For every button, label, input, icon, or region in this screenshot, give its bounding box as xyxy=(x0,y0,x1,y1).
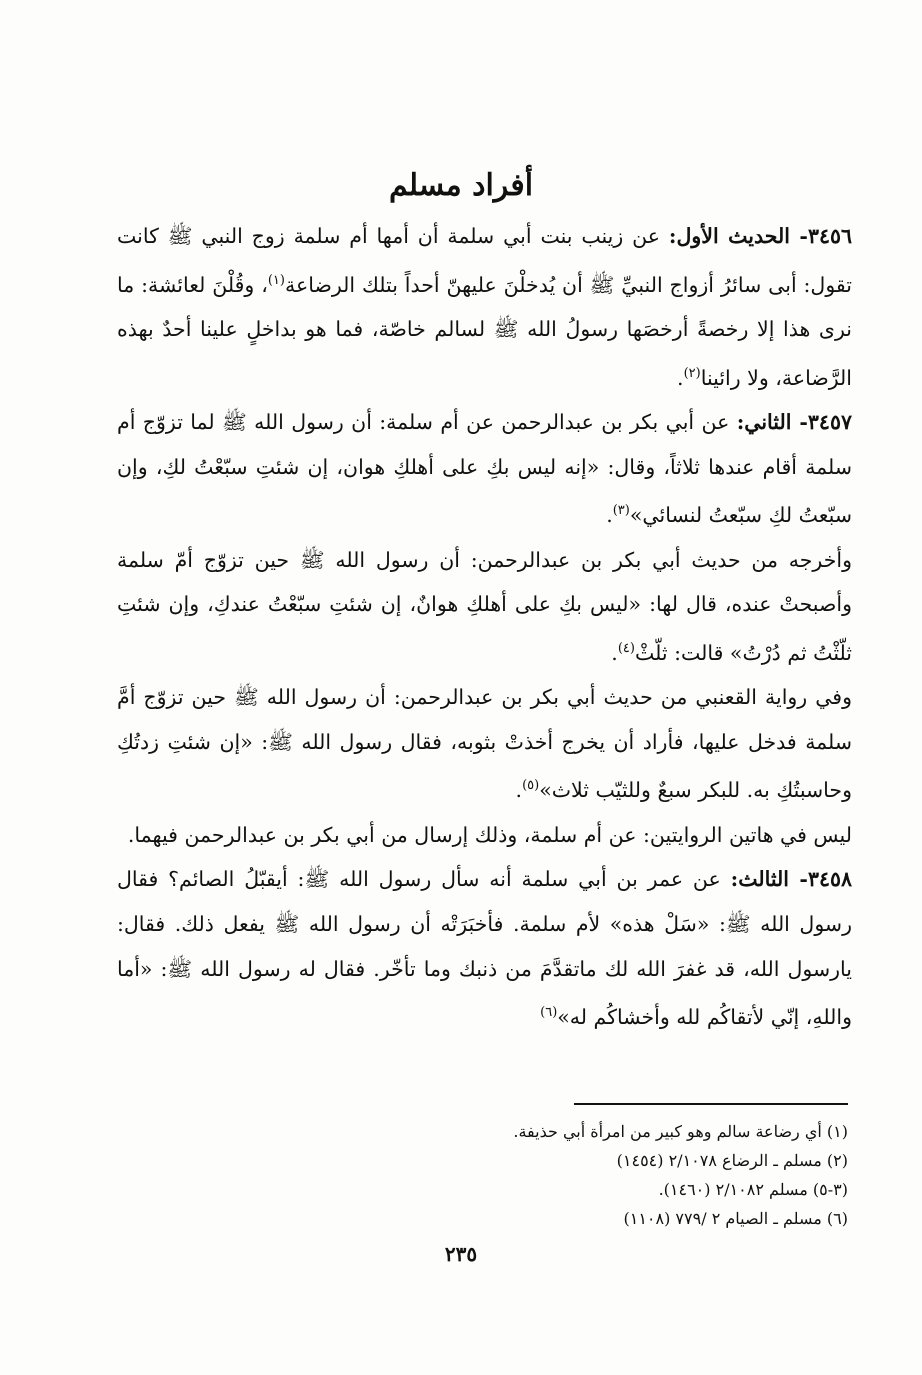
hadith-text: ليس في هاتين الروايتين: عن أم سلمة، وذلك إرسال من أبي بكر بن عبدالرحمن فيهما. xyxy=(127,822,852,847)
footnote-ref: (٣) xyxy=(612,503,630,519)
paragraph-end: . xyxy=(515,778,523,803)
paragraph-end: . xyxy=(606,503,613,528)
footnote-ref: (٢) xyxy=(683,365,701,381)
footnote-item: (٦) مسلم ـ الصيام ٢ /٧٧٩ (١١٠٨) xyxy=(623,1209,848,1228)
hadith-number: ٣٤٥٨ xyxy=(807,867,852,892)
hadith-3458 xyxy=(117,857,852,1039)
footnotes xyxy=(288,1117,848,1233)
commentary-paragraph xyxy=(117,813,852,858)
hadith-label: - الثالث: xyxy=(730,867,808,892)
footnote-ref: (٦) xyxy=(540,1005,558,1021)
hadith-text: عن عمر بن أبي سلمة أنه سأل رسول الله ﷺ: أيقبّلُ الصائم؟ فقال رسول الله ﷺ: «سَلْ هذه» لأم سلمة. فأخبَرَتْه أن رسول الله ﷺ يفعل ذلك. فقال: يارسول الله، قد غفرَ الله لك ماتقدَّمَ من ذنبك وما تأخّر. فقال له رسول الله ﷺ: «أما واللهِ، إنّي لأتقاكُم لله وأخشاكُم له» xyxy=(117,867,852,1030)
footnote-divider xyxy=(574,1103,848,1105)
hadith-text: عن زينب بنت أبي سلمة أن أمها أم سلمة زوج النبي ﷺ كانت تقول: أبى سائرُ أزواج النبيِّ ﷺ أن يُدخلْنَ عليهنّ أحداً بتلك الرضاعة xyxy=(117,224,852,297)
hadith-label: - الثاني: xyxy=(736,410,808,435)
narration-paragraph xyxy=(117,675,852,813)
footnote-item: (٢) مسلم ـ الرضاع ٢/١٠٧٨ (١٤٥٤) xyxy=(616,1151,848,1170)
hadith-number: ٣٤٥٦ xyxy=(807,224,852,248)
footnote-ref: (٤) xyxy=(617,640,635,656)
footnote-ref: (١) xyxy=(267,272,285,288)
page-number: ٢٣٥ xyxy=(444,1242,478,1266)
footnote-ref: (٥) xyxy=(522,778,540,794)
footnote-item: (١) أي رضاعة سالم وهو كبير من امرأة أبي حذيفة. xyxy=(513,1122,848,1141)
main-text xyxy=(117,214,852,1040)
hadith-text: عن أبي بكر بن عبدالرحمن عن أم سلمة: أن رسول الله ﷺ لما تزوّج أم سلمة أقام عندها ثلاثاً، وقال: «إنه ليس بكِ على أهلكِ هوان، إن شئتِ سبّعْتُ لكِ، وإن سبّعتُ لكِ سبّعتُ لنسائي» xyxy=(117,410,852,528)
hadith-text: وأخرجه من حديث أبي بكر بن عبدالرحمن: أن رسول الله ﷺ حين تزوّج أمّ سلمة وأصبحتْ عنده، قال لها: «ليس بكِ على أهلكِ هوانٌ، إن شئتِ سبّعْتُ عندكِ، وإن شئتِ ثلّثْتُ ثم دُرْتُ» قالت: ثلّثْ xyxy=(117,547,852,665)
section-title: أفراد مسلم xyxy=(388,168,534,203)
hadith-label: - الحديث الأول: xyxy=(668,224,808,248)
hadith-3457 xyxy=(117,400,852,538)
hadith-3456 xyxy=(117,214,852,400)
paragraph-end: . xyxy=(677,365,684,390)
footnote-item: (٣-٥) مسلم ٢/١٠٨٢ (١٤٦٠). xyxy=(658,1180,848,1199)
hadith-number: ٣٤٥٧ xyxy=(807,410,852,435)
narration-paragraph xyxy=(117,538,852,676)
hadith-text: ، وقُلْنَ لعائشة: ما نرى هذا إلا رخصةً أرخصَها رسولُ الله ﷺ لسالم خاصّة، فما هو بداخلٍ علينا أحدٌ بهذه الرَّضاعة، ولا رائينا xyxy=(117,272,852,390)
hadith-text: وفي رواية القعنبي من حديث أبي بكر بن عبدالرحمن: أن رسول الله ﷺ حين تزوّج أمَّ سلمة فدخل عليها، فأراد أن يخرج أخذتْ بثوبه، فقال رسول الله ﷺ: «إن شئتِ زدتُكِ وحاسبتُكِ به. للبكر سبعٌ وللثيّب ثلاث» xyxy=(117,685,852,803)
paragraph-end: . xyxy=(611,640,618,665)
